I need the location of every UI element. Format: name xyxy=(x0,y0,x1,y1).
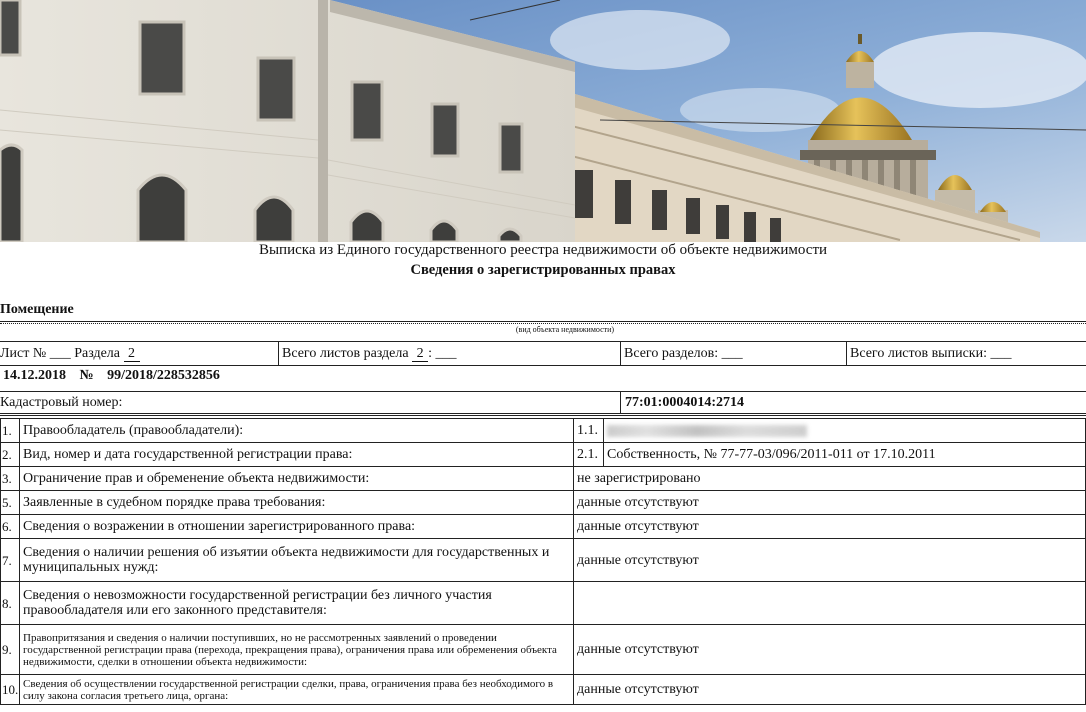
sheet-label: Лист № xyxy=(0,346,47,361)
table-row xyxy=(1,625,1086,675)
divider xyxy=(0,323,1086,324)
header-photo xyxy=(0,0,1086,242)
row-value: данные отсутствуют xyxy=(574,515,1086,539)
total-sheets-section-cell xyxy=(282,342,621,365)
table-row xyxy=(1,539,1086,582)
table-row xyxy=(1,443,1086,467)
row-value: данные отсутствуют xyxy=(574,625,1086,675)
document-subtitle: Сведения о зарегистрированных правах xyxy=(410,262,676,278)
extract-document xyxy=(0,242,1086,712)
row-value xyxy=(574,582,1086,625)
row-number: 7. xyxy=(1,539,20,582)
row-label: Сведения о наличии решения об изъятии объекта недвижимости для государственных и муниципальных нужд: xyxy=(20,539,574,582)
cadastral-value: 77:01:0004014:2714 xyxy=(625,395,744,410)
row-label: Ограничение прав и обременение объекта недвижимости: xyxy=(20,467,574,491)
row-number: 9. xyxy=(1,625,20,675)
section-value: 2 xyxy=(124,347,140,362)
total-sheets-section-label: Всего листов раздела xyxy=(282,346,409,361)
redacted-owner-name xyxy=(607,425,807,437)
row-subnumber: 1.1. xyxy=(574,419,604,443)
rights-table xyxy=(0,418,1086,705)
row-label: Вид, номер и дата государственной регистрации права: xyxy=(20,443,574,467)
section-label: Раздела xyxy=(74,346,121,361)
extract-number: 99/2018/228532856 xyxy=(107,368,220,383)
row-label: Правопритязания и сведения о наличии поступивших, но не рассмотренных заявлений о проведении государственной регистрации права (перехода, прекращения права), ограничения права или обременения объекта недвижимости, сделки в отношении объекта недвижимости: xyxy=(20,625,574,675)
row-number: 6. xyxy=(1,515,20,539)
table-row xyxy=(1,419,1086,443)
total-sections-cell xyxy=(624,342,847,365)
total-sheets-section-value: 2 xyxy=(412,347,428,362)
row-value: не зарегистрировано xyxy=(574,467,1086,491)
row-value: Собственность, № 77-77-03/096/2011-011 от 17.10.2011 xyxy=(604,443,1086,467)
extract-date: 14.12.2018 xyxy=(3,368,66,383)
total-extract-label: Всего листов выписки: xyxy=(850,346,987,361)
object-type-hint: (вид объекта недвижимости) xyxy=(515,325,615,334)
row-value: данные отсутствуют xyxy=(574,675,1086,705)
row-number: 2. xyxy=(1,443,20,467)
table-row xyxy=(1,491,1086,515)
city-photo-icon xyxy=(0,0,1086,242)
row-label: Сведения об осуществлении государственной регистрации сделки, права, ограничения права без необходимого в силу закона согласия третьего лица, органа: xyxy=(20,675,574,705)
object-type: Помещение xyxy=(0,302,74,317)
table-row xyxy=(1,675,1086,705)
sheet-blank: ___ xyxy=(49,346,71,361)
table-row xyxy=(1,582,1086,625)
row-value: данные отсутствуют xyxy=(574,539,1086,582)
cadastral-row xyxy=(0,391,1086,416)
row-label: Правообладатель (правообладатели): xyxy=(20,419,574,443)
sheet-info-row xyxy=(0,341,1086,366)
cadastral-label: Кадастровый номер: xyxy=(0,392,621,413)
divider xyxy=(0,321,1086,322)
total-extract-blank: ___ xyxy=(990,346,1012,361)
row-value: данные отсутствуют xyxy=(574,491,1086,515)
total-extract-cell xyxy=(850,342,1086,365)
table-row xyxy=(1,467,1086,491)
row-number: 5. xyxy=(1,491,20,515)
document-title: Выписка из Единого государственного реестра недвижимости об объекте недвижимости xyxy=(258,242,828,258)
row-number: 1. xyxy=(1,419,20,443)
number-sign: № xyxy=(79,368,94,383)
table-row xyxy=(1,515,1086,539)
row-number: 3. xyxy=(1,467,20,491)
total-sections-label: Всего разделов: xyxy=(624,346,719,361)
row-label: Заявленные в судебном порядке права требования: xyxy=(20,491,574,515)
total-sections-blank: ___ xyxy=(721,346,743,361)
date-number-row xyxy=(3,368,230,384)
row-number: 10. xyxy=(1,675,20,705)
row-label: Сведения о возражении в отношении зарегистрированного права: xyxy=(20,515,574,539)
row-number: 8. xyxy=(1,582,20,625)
row-value-redacted xyxy=(604,419,1086,443)
sheet-number-cell xyxy=(0,342,279,365)
row-label: Сведения о невозможности государственной регистрации без личного участия правообладателя или его законного представителя: xyxy=(20,582,574,625)
total-sheets-section-blank: : ___ xyxy=(428,346,457,361)
row-subnumber: 2.1. xyxy=(574,443,604,467)
